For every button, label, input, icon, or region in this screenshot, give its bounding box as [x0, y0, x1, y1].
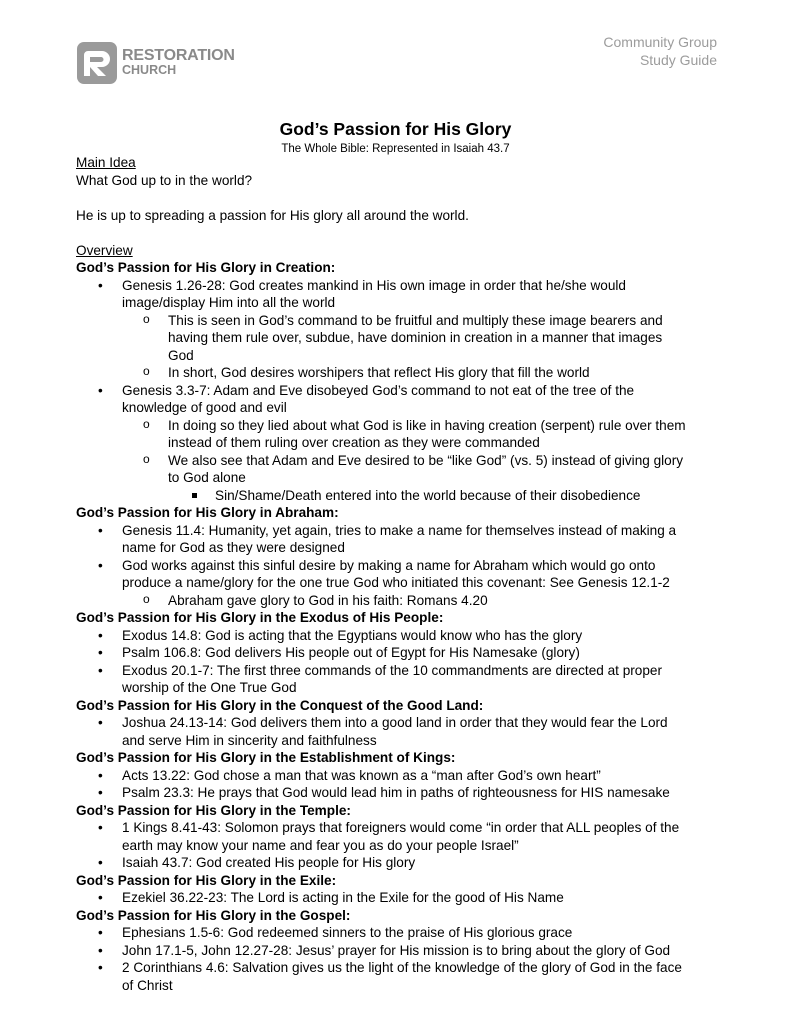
- bullet-item: knowledge of good and evil: [122, 400, 287, 415]
- bullet-item: • Genesis 1.26-28: God creates mankind in His own image in order that he/she would: [76, 277, 726, 295]
- bullet-item: name for God as they were designed: [122, 540, 345, 555]
- bullet-item: • John 17.1-5, John 12.27-28: Jesus’ prayer for His mission is to bring about the glory of God: [76, 942, 726, 960]
- bullet-item: image/display Him into all the world: [122, 295, 336, 310]
- bullet-item: • Ephesians 1.5-6: God redeemed sinners to the praise of His glorious grace: [76, 924, 726, 942]
- sub-bullet-item: instead of them ruling over creation as they were commanded: [168, 435, 540, 450]
- sub-bullet-item: God: [168, 347, 194, 363]
- main-idea-heading: Main Idea: [76, 155, 136, 170]
- overview-heading: Overview: [76, 242, 133, 258]
- document-body: [76, 154, 726, 994]
- sub-bullet-item: to God alone: [168, 470, 246, 485]
- bullet-item: • Psalm 106.8: God delivers His people out of Egypt for His Namesake (glory): [76, 644, 726, 662]
- overview-sections: [76, 259, 726, 994]
- bullet-item: earth may know your name and fear you as do your people Israel”: [122, 837, 519, 853]
- page-title: God’s Passion for His Glory: [279, 119, 512, 139]
- bullet-item: • Psalm 23.3: He prays that God would lead him in paths of righteousness for HIS namesake: [76, 784, 726, 802]
- bullet-item: and serve Him in sincerity and faithfulness: [122, 732, 377, 748]
- section-heading: God’s Passion for His Glory in the Conquest of the Good Land:: [76, 697, 484, 713]
- bullet-item: • 1 Kings 8.41-43: Solomon prays that foreigners would come “in order that ALL peoples of the: [76, 819, 726, 837]
- bullet-item: • Genesis 11.4: Humanity, yet again, tries to make a name for themselves instead of making a: [76, 522, 726, 540]
- bullet-item: • Exodus 20.1-7: The first three commands of the 10 commandments are directed at proper: [76, 662, 726, 680]
- sub-bullet-item: o This is seen in God’s command to be fruitful and multiply these image bearers and: [76, 312, 726, 330]
- bullet-item: of Christ: [122, 977, 173, 993]
- bullet-item: • God works against this sinful desire by making a name for Abraham which would go onto: [76, 557, 726, 575]
- section-heading: God’s Passion for His Glory in the Temple:: [76, 802, 351, 818]
- blank-line: [76, 224, 726, 242]
- header-line-2: Study Guide: [639, 51, 717, 68]
- bullet-item: worship of the One True God: [122, 680, 297, 695]
- section-heading: God’s Passion for His Glory in Abraham:: [76, 505, 339, 520]
- section-heading: God’s Passion for His Glory in the Gospel:: [76, 907, 351, 923]
- sub-bullet-item: o We also see that Adam and Eve desired to be “like God” (vs. 5) instead of giving glory: [76, 452, 726, 470]
- bullet-item: • Isaiah 43.7: God created His people for His glory: [76, 854, 726, 872]
- bullet-item: produce a name/glory for the one true God who initiated this covenant: See Genesis 12.1-2: [122, 575, 670, 590]
- section-heading: God’s Passion for His Glory in the Establishment of Kings:: [76, 750, 456, 765]
- sub-bullet-item: o In short, God desires worshipers that reflect His glory that fill the world: [76, 364, 726, 382]
- section-heading: God’s Passion for His Glory in the Exile:: [76, 872, 337, 888]
- sub-sub-bullet-item: Sin/Shame/Death entered into the world because of their disobedience: [76, 487, 726, 505]
- logo-r-icon: [77, 42, 117, 84]
- logo-line-1: RESTORATION: [122, 47, 235, 64]
- bullet-item: • Acts 13.22: God chose a man that was known as a “man after God’s own heart”: [76, 767, 726, 785]
- page-subtitle: The Whole Bible: Represented in Isaiah 43.7: [281, 143, 510, 155]
- logo-line-2: CHURCH: [122, 63, 177, 77]
- blank-line: [76, 189, 726, 207]
- sub-bullet-item: o Abraham gave glory to God in his faith: Romans 4.20: [76, 592, 726, 610]
- sub-bullet-item: o In doing so they lied about what God is like in having creation (serpent) rule over them: [76, 417, 726, 435]
- document-type-label: [603, 34, 717, 69]
- main-idea-answer: He is up to spreading a passion for His glory all around the world.: [76, 207, 469, 223]
- bullet-item: • 2 Corinthians 4.6: Salvation gives us the light of the knowledge of the glory of God in the face: [76, 959, 726, 977]
- church-logo: [77, 42, 235, 84]
- bullet-item: • Ezekiel 36.22-23: The Lord is acting in the Exile for the good of His Name: [76, 889, 726, 907]
- bullet-item: • Joshua 24.13-14: God delivers them into a good land in order that they would fear the Lord: [76, 714, 726, 732]
- bullet-item: • Exodus 14.8: God is acting that the Egyptians would know who has the glory: [76, 627, 726, 645]
- section-heading: God’s Passion for His Glory in the Exodus of His People:: [76, 610, 444, 625]
- header-line-1: Community Group: [603, 34, 717, 50]
- bullet-item: • Genesis 3.3-7: Adam and Eve disobeyed God’s command to not eat of the tree of the: [76, 382, 726, 400]
- logo-wordmark: [122, 48, 235, 78]
- main-idea-question: What God up to in the world?: [76, 172, 253, 188]
- section-heading: God’s Passion for His Glory in Creation:: [76, 260, 336, 275]
- sub-bullet-item: having them rule over, subdue, have dominion in creation in a manner that images: [168, 330, 663, 345]
